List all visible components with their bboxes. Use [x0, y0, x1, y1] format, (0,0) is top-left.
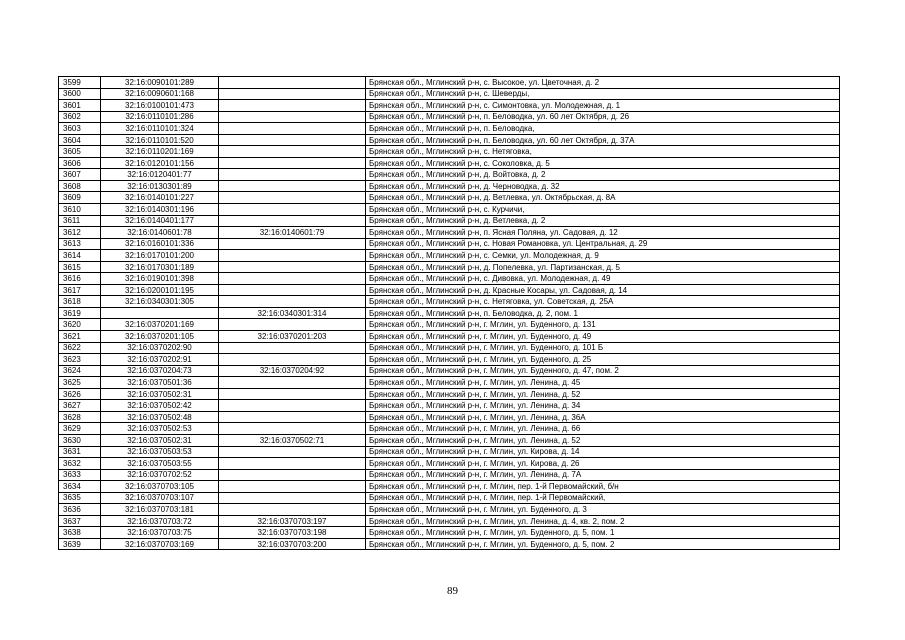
address-cell: Брянская обл., Мглинский р-н, г. Мглин, ул. Кирова, д. 26 — [366, 458, 840, 470]
cadastral-number-2-cell — [219, 492, 366, 504]
row-number-cell: 3634 — [59, 481, 101, 493]
table-row — [59, 319, 840, 331]
cadastral-number-2-cell — [219, 100, 366, 112]
table-row — [59, 527, 840, 539]
cadastral-number-cell: 32:16:0170301:189 — [101, 261, 219, 273]
cadastral-number-cell: 32:16:0370703:169 — [101, 538, 219, 550]
address-cell: Брянская обл., Мглинский р-н, с. Шеверды, — [366, 88, 840, 100]
cadastral-number-cell: 32:16:0370201:169 — [101, 319, 219, 331]
row-number-cell: 3629 — [59, 423, 101, 435]
cadastral-number-2-cell — [219, 157, 366, 169]
row-number-cell: 3627 — [59, 400, 101, 412]
cadastral-number-cell: 32:16:0100101:473 — [101, 100, 219, 112]
cadastral-number-cell: 32:16:0370703:72 — [101, 515, 219, 527]
cadastral-number-2-cell — [219, 169, 366, 181]
table-row — [59, 377, 840, 389]
cadastral-number-2-cell — [219, 342, 366, 354]
address-cell: Брянская обл., Мглинский р-н, п. Беловодка, д. 2, пом. 1 — [366, 307, 840, 319]
cadastral-number-2-cell — [219, 238, 366, 250]
table-row — [59, 180, 840, 192]
table-row — [59, 469, 840, 481]
address-cell: Брянская обл., Мглинский р-н, г. Мглин, пер. 1-й Первомайский, б/н — [366, 481, 840, 493]
cadastral-number-2-cell — [219, 250, 366, 262]
row-number-cell: 3630 — [59, 434, 101, 446]
row-number-cell: 3612 — [59, 227, 101, 239]
table-row — [59, 111, 840, 123]
row-number-cell: 3600 — [59, 88, 101, 100]
address-cell: Брянская обл., Мглинский р-н, г. Мглин, ул. Ленина, д. 36А — [366, 411, 840, 423]
address-cell: Брянская обл., Мглинский р-н, д. Войтовка, д. 2 — [366, 169, 840, 181]
cadastral-number-cell: 32:16:0370703:75 — [101, 527, 219, 539]
cadastral-number-2-cell: 32:16:0370502:71 — [219, 434, 366, 446]
cadastral-number-cell: 32:16:0340301:305 — [101, 296, 219, 308]
cadastral-number-cell: 32:16:0110101:520 — [101, 134, 219, 146]
address-cell: Брянская обл., Мглинский р-н, д. Попелевка, ул. Партизанская, д. 5 — [366, 261, 840, 273]
cadastral-number-2-cell — [219, 481, 366, 493]
cadastral-number-cell: 32:16:0370202:91 — [101, 354, 219, 366]
row-number-cell: 3632 — [59, 458, 101, 470]
cadastral-number-cell: 32:16:0370703:107 — [101, 492, 219, 504]
cadastral-number-2-cell — [219, 411, 366, 423]
property-table — [58, 76, 840, 550]
cadastral-number-2-cell — [219, 215, 366, 227]
table-row — [59, 423, 840, 435]
row-number-cell: 3610 — [59, 204, 101, 216]
table-row — [59, 100, 840, 112]
cadastral-number-2-cell: 32:16:0340301:314 — [219, 307, 366, 319]
row-number-cell: 3613 — [59, 238, 101, 250]
cadastral-number-cell: 32:16:0370502:53 — [101, 423, 219, 435]
cadastral-number-2-cell — [219, 423, 366, 435]
row-number-cell: 3623 — [59, 354, 101, 366]
row-number-cell: 3626 — [59, 388, 101, 400]
row-number-cell: 3608 — [59, 180, 101, 192]
cadastral-number-2-cell — [219, 504, 366, 516]
address-cell: Брянская обл., Мглинский р-н, г. Мглин, ул. Буденного, д. 5, пом. 1 — [366, 527, 840, 539]
address-cell: Брянская обл., Мглинский р-н, г. Мглин, ул. Буденного, д. 3 — [366, 504, 840, 516]
row-number-cell: 3633 — [59, 469, 101, 481]
table-row — [59, 204, 840, 216]
row-number-cell: 3618 — [59, 296, 101, 308]
table-row — [59, 296, 840, 308]
cadastral-number-2-cell — [219, 111, 366, 123]
address-cell: Брянская обл., Мглинский р-н, г. Мглин, ул. Буденного, д. 131 — [366, 319, 840, 331]
cadastral-number-cell: 32:16:0090601:168 — [101, 88, 219, 100]
cadastral-number-cell: 32:16:0370202:90 — [101, 342, 219, 354]
cadastral-number-2-cell — [219, 354, 366, 366]
address-cell: Брянская обл., Мглинский р-н, д. Ветлевка, д. 2 — [366, 215, 840, 227]
row-number-cell: 3636 — [59, 504, 101, 516]
address-cell: Брянская обл., Мглинский р-н, г. Мглин, ул. Ленина, д. 4, кв. 2, пом. 2 — [366, 515, 840, 527]
table-row — [59, 365, 840, 377]
cadastral-number-cell — [101, 307, 219, 319]
cadastral-number-cell: 32:16:0170101:200 — [101, 250, 219, 262]
cadastral-number-cell: 32:16:0110101:286 — [101, 111, 219, 123]
address-cell: Брянская обл., Мглинский р-н, г. Мглин, ул. Буденного, д. 25 — [366, 354, 840, 366]
row-number-cell: 3638 — [59, 527, 101, 539]
address-cell: Брянская обл., Мглинский р-н, с. Дивовка, ул. Молодежная, д. 49 — [366, 273, 840, 285]
row-number-cell: 3601 — [59, 100, 101, 112]
table-row — [59, 250, 840, 262]
cadastral-number-2-cell — [219, 273, 366, 285]
table-row — [59, 331, 840, 343]
cadastral-number-2-cell — [219, 123, 366, 135]
row-number-cell: 3602 — [59, 111, 101, 123]
table-row — [59, 411, 840, 423]
table-row — [59, 215, 840, 227]
cadastral-number-cell: 32:16:0370501:36 — [101, 377, 219, 389]
address-cell: Брянская обл., Мглинский р-н, п. Беловодка, ул. 60 лет Октября, д. 26 — [366, 111, 840, 123]
row-number-cell: 3631 — [59, 446, 101, 458]
row-number-cell: 3611 — [59, 215, 101, 227]
cadastral-number-cell: 32:16:0370204:73 — [101, 365, 219, 377]
address-cell: Брянская обл., Мглинский р-н, с. Симонтовка, ул. Молодежная, д. 1 — [366, 100, 840, 112]
row-number-cell: 3620 — [59, 319, 101, 331]
address-cell: Брянская обл., Мглинский р-н, д. Ветлевка, ул. Октябрьская, д. 8А — [366, 192, 840, 204]
row-number-cell: 3628 — [59, 411, 101, 423]
address-cell: Брянская обл., Мглинский р-н, г. Мглин, ул. Ленина, д. 7А — [366, 469, 840, 481]
cadastral-number-2-cell: 32:16:0140601:79 — [219, 227, 366, 239]
table-row — [59, 273, 840, 285]
row-number-cell: 3639 — [59, 538, 101, 550]
address-cell: Брянская обл., Мглинский р-н, п. Беловодка, — [366, 123, 840, 135]
cadastral-number-cell: 32:16:0140601:78 — [101, 227, 219, 239]
cadastral-number-2-cell — [219, 446, 366, 458]
address-cell: Брянская обл., Мглинский р-н, г. Мглин, ул. Ленина, д. 45 — [366, 377, 840, 389]
table-row — [59, 261, 840, 273]
cadastral-number-cell: 32:16:0140101:227 — [101, 192, 219, 204]
row-number-cell: 3624 — [59, 365, 101, 377]
cadastral-number-cell: 32:16:0370201:105 — [101, 331, 219, 343]
cadastral-number-2-cell — [219, 261, 366, 273]
cadastral-number-2-cell — [219, 469, 366, 481]
address-cell: Брянская обл., Мглинский р-н, г. Мглин, ул. Буденного, д. 5, пом. 2 — [366, 538, 840, 550]
address-cell: Брянская обл., Мглинский р-н, с. Семки, ул. Молодежная, д. 9 — [366, 250, 840, 262]
cadastral-number-cell: 32:16:0130301:89 — [101, 180, 219, 192]
cadastral-number-2-cell — [219, 204, 366, 216]
row-number-cell: 3604 — [59, 134, 101, 146]
cadastral-number-2-cell — [219, 192, 366, 204]
table-row — [59, 492, 840, 504]
row-number-cell: 3621 — [59, 331, 101, 343]
property-table-body — [59, 77, 840, 550]
row-number-cell: 3599 — [59, 77, 101, 89]
row-number-cell: 3606 — [59, 157, 101, 169]
cadastral-number-cell: 32:16:0110101:324 — [101, 123, 219, 135]
cadastral-number-2-cell: 32:16:0370703:197 — [219, 515, 366, 527]
row-number-cell: 3616 — [59, 273, 101, 285]
table-row — [59, 400, 840, 412]
address-cell: Брянская обл., Мглинский р-н, г. Мглин, ул. Ленина, д. 34 — [366, 400, 840, 412]
cadastral-number-2-cell — [219, 88, 366, 100]
row-number-cell: 3607 — [59, 169, 101, 181]
row-number-cell: 3605 — [59, 146, 101, 158]
address-cell: Брянская обл., Мглинский р-н, с. Новая Романовка, ул. Центральная, д. 29 — [366, 238, 840, 250]
cadastral-number-cell: 32:16:0140401:177 — [101, 215, 219, 227]
cadastral-number-cell: 32:16:0200101:195 — [101, 284, 219, 296]
table-row — [59, 504, 840, 516]
row-number-cell: 3625 — [59, 377, 101, 389]
table-row — [59, 157, 840, 169]
table-row — [59, 192, 840, 204]
table-row — [59, 538, 840, 550]
page-number: 89 — [447, 585, 458, 597]
cadastral-number-2-cell — [219, 134, 366, 146]
cadastral-number-2-cell — [219, 180, 366, 192]
table-row — [59, 458, 840, 470]
table-row — [59, 123, 840, 135]
cadastral-number-2-cell — [219, 146, 366, 158]
table-row — [59, 134, 840, 146]
cadastral-number-2-cell — [219, 319, 366, 331]
cadastral-number-cell: 32:16:0120101:156 — [101, 157, 219, 169]
row-number-cell: 3635 — [59, 492, 101, 504]
address-cell: Брянская обл., Мглинский р-н, г. Мглин, пер. 1-й Первомайский, — [366, 492, 840, 504]
cadastral-number-2-cell: 32:16:0370201:203 — [219, 331, 366, 343]
row-number-cell: 3617 — [59, 284, 101, 296]
table-row — [59, 481, 840, 493]
table-row — [59, 388, 840, 400]
row-number-cell: 3609 — [59, 192, 101, 204]
table-row — [59, 342, 840, 354]
table-row — [59, 146, 840, 158]
row-number-cell: 3614 — [59, 250, 101, 262]
cadastral-number-cell: 32:16:0370502:48 — [101, 411, 219, 423]
address-cell: Брянская обл., Мглинский р-н, г. Мглин, ул. Буденного, д. 47, пом. 2 — [366, 365, 840, 377]
address-cell: Брянская обл., Мглинский р-н, с. Высокое, ул. Цветочная, д. 2 — [366, 77, 840, 89]
address-cell: Брянская обл., Мглинский р-н, с. Курчичи, — [366, 204, 840, 216]
cadastral-number-cell: 32:16:0370703:105 — [101, 481, 219, 493]
address-cell: Брянская обл., Мглинский р-н, п. Ясная Поляна, ул. Садовая, д. 12 — [366, 227, 840, 239]
row-number-cell: 3637 — [59, 515, 101, 527]
address-cell: Брянская обл., Мглинский р-н, с. Соколовка, д. 5 — [366, 157, 840, 169]
cadastral-number-cell: 32:16:0140301:196 — [101, 204, 219, 216]
address-cell: Брянская обл., Мглинский р-н, г. Мглин, ул. Кирова, д. 14 — [366, 446, 840, 458]
cadastral-number-cell: 32:16:0190101:398 — [101, 273, 219, 285]
table-row — [59, 434, 840, 446]
cadastral-number-2-cell: 32:16:0370204:92 — [219, 365, 366, 377]
table-row — [59, 307, 840, 319]
address-cell: Брянская обл., Мглинский р-н, г. Мглин, ул. Ленина, д. 66 — [366, 423, 840, 435]
address-cell: Брянская обл., Мглинский р-н, с. Нетяговка, — [366, 146, 840, 158]
address-cell: Брянская обл., Мглинский р-н, г. Мглин, ул. Буденного, д. 49 — [366, 331, 840, 343]
cadastral-number-cell: 32:16:0370502:42 — [101, 400, 219, 412]
cadastral-number-cell: 32:16:0160101:336 — [101, 238, 219, 250]
cadastral-number-cell: 32:16:0370703:181 — [101, 504, 219, 516]
cadastral-number-cell: 32:16:0090101:289 — [101, 77, 219, 89]
row-number-cell: 3619 — [59, 307, 101, 319]
cadastral-number-2-cell — [219, 400, 366, 412]
address-cell: Брянская обл., Мглинский р-н, г. Мглин, ул. Буденного, д. 101 Б — [366, 342, 840, 354]
table-row — [59, 354, 840, 366]
table-row — [59, 284, 840, 296]
cadastral-number-cell: 32:16:0370702:52 — [101, 469, 219, 481]
address-cell: Брянская обл., Мглинский р-н, п. Беловодка, ул. 60 лет Октября, д. 37А — [366, 134, 840, 146]
cadastral-number-2-cell — [219, 377, 366, 389]
table-row — [59, 169, 840, 181]
table-row — [59, 238, 840, 250]
cadastral-number-2-cell — [219, 284, 366, 296]
cadastral-number-2-cell — [219, 77, 366, 89]
table-row — [59, 227, 840, 239]
address-cell: Брянская обл., Мглинский р-н, д. Красные Косары, ул. Садовая, д. 14 — [366, 284, 840, 296]
cadastral-number-cell: 32:16:0110201:169 — [101, 146, 219, 158]
cadastral-number-cell: 32:16:0370503:53 — [101, 446, 219, 458]
row-number-cell: 3622 — [59, 342, 101, 354]
cadastral-number-cell: 32:16:0370502:31 — [101, 434, 219, 446]
table-row — [59, 88, 840, 100]
row-number-cell: 3603 — [59, 123, 101, 135]
table-row — [59, 515, 840, 527]
cadastral-number-2-cell: 32:16:0370703:198 — [219, 527, 366, 539]
cadastral-number-2-cell — [219, 458, 366, 470]
cadastral-number-2-cell — [219, 388, 366, 400]
cadastral-number-2-cell — [219, 296, 366, 308]
address-cell: Брянская обл., Мглинский р-н, г. Мглин, ул. Ленина, д. 52 — [366, 434, 840, 446]
cadastral-number-cell: 32:16:0370503:55 — [101, 458, 219, 470]
cadastral-number-cell: 32:16:0120401:77 — [101, 169, 219, 181]
address-cell: Брянская обл., Мглинский р-н, г. Мглин, ул. Ленина, д. 52 — [366, 388, 840, 400]
address-cell: Брянская обл., Мглинский р-н, с. Нетяговка, ул. Советская, д. 25А — [366, 296, 840, 308]
cadastral-number-cell: 32:16:0370502:31 — [101, 388, 219, 400]
cadastral-number-2-cell: 32:16:0370703:200 — [219, 538, 366, 550]
row-number-cell: 3615 — [59, 261, 101, 273]
table-row — [59, 446, 840, 458]
table-row — [59, 77, 840, 89]
address-cell: Брянская обл., Мглинский р-н, д. Черноводка, д. 32 — [366, 180, 840, 192]
